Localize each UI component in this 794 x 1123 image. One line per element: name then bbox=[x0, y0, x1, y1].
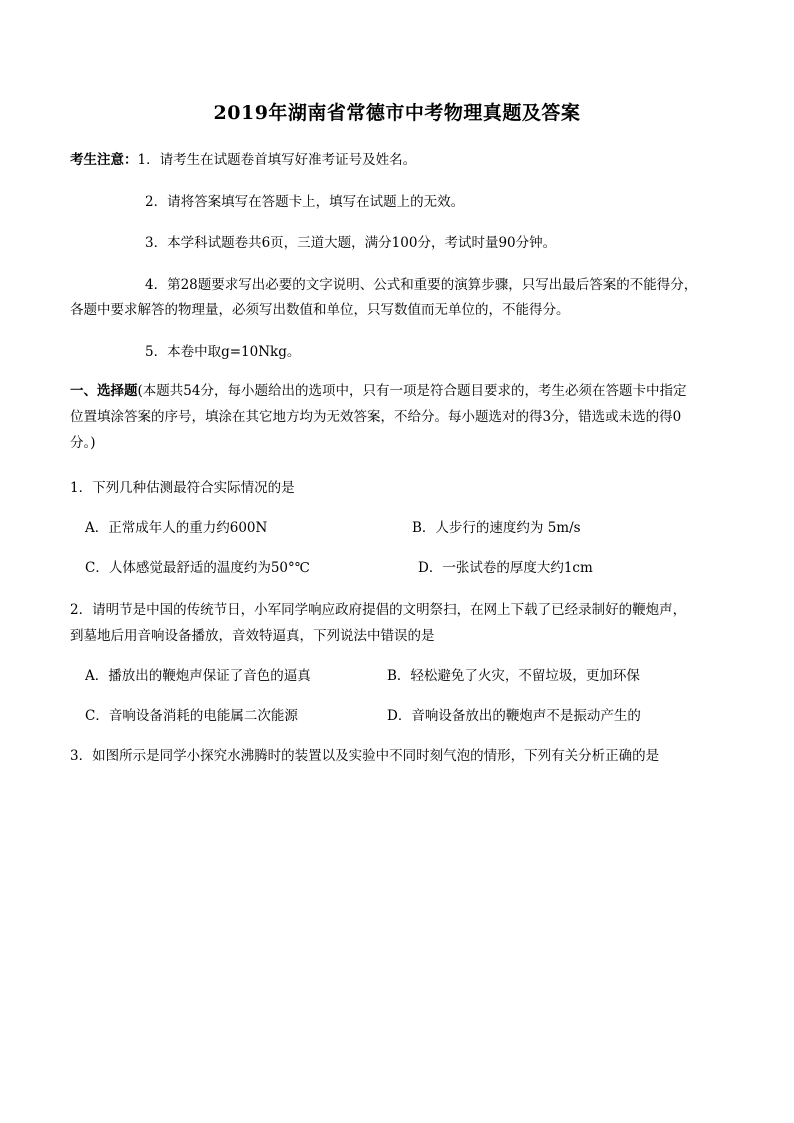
notice-label: 考生注意： bbox=[70, 152, 138, 168]
page-title: 2019年湖南省常德市中考物理真题及答案 bbox=[213, 102, 581, 124]
section1-line-1 bbox=[70, 381, 686, 401]
notice-item-4: 4．第28题要求写出必要的文字说明、公式和重要的演算步骤，只写出最后答案的不能得分， bbox=[145, 277, 698, 293]
section1-desc-2: 位置填涂答案的序号，填涂在其它地方均为无效答案，不给分。每小题选对的得3分，错选或未选的得0 bbox=[70, 409, 682, 425]
question-2-stem-1: 2．请明节是中国的传统节日，小军同学响应政府提倡的文明祭扫，在网上下载了已经录制好的鞭炮声， bbox=[70, 602, 687, 618]
q2-option-a: A．播放出的鞭炮声保证了音色的逼真 bbox=[85, 668, 311, 684]
notice-line-1 bbox=[70, 150, 416, 170]
question-1-stem: 1．下列几种估测最符合实际情况的是 bbox=[70, 480, 295, 496]
q2-option-c: C．音响设备消耗的电能属二次能源 bbox=[85, 708, 298, 724]
question-2-stem-2: 到墓地后用音响设备播放，音效特逼真，下列说法中错误的是 bbox=[70, 628, 435, 644]
q1-option-a: A．正常成年人的重力约600N bbox=[85, 520, 268, 536]
section1-desc-1: (本题共54分，每小题给出的选项中，只有一项是符合题目要求的，考生必须在答题卡中指定 bbox=[137, 383, 687, 399]
question-3-stem: 3．如图所示是同学小探究水沸腾时的装置以及实验中不同时刻气泡的情形，下列有关分析正确的是 bbox=[70, 748, 660, 764]
section1-heading: 一、选择题 bbox=[70, 383, 138, 399]
notice-item-1: 1．请考生在试题卷首填写好准考证号及姓名。 bbox=[137, 152, 417, 168]
section1-desc-3: 分。) bbox=[70, 435, 96, 451]
notice-item-3: 3．本学科试题卷共6页，三道大题，满分100分，考试时量90分钟。 bbox=[145, 235, 557, 251]
q1-option-b: B．人步行的速度约为 5m/s bbox=[412, 520, 581, 536]
notice-item-5: 5．本卷中取g=10Nkg。 bbox=[145, 344, 301, 360]
q2-option-d: D．音响设备放出的鞭炮声不是振动产生的 bbox=[387, 708, 641, 724]
q1-option-c: C．人体感觉最舒适的温度约为50°℃ bbox=[85, 560, 310, 576]
notice-item-2: 2．请将答案填写在答题卡上，填写在试题上的无效。 bbox=[145, 194, 465, 210]
q1-option-d: D．一张试卷的厚度大约1cm bbox=[418, 560, 593, 576]
notice-item-4-cont: 各题中要求解答的物理量，必须写出数值和单位，只写数值而无单位的，不能得分。 bbox=[70, 302, 570, 318]
q2-option-b: B．轻松避免了火灾，不留垃圾，更加环保 bbox=[387, 668, 640, 684]
